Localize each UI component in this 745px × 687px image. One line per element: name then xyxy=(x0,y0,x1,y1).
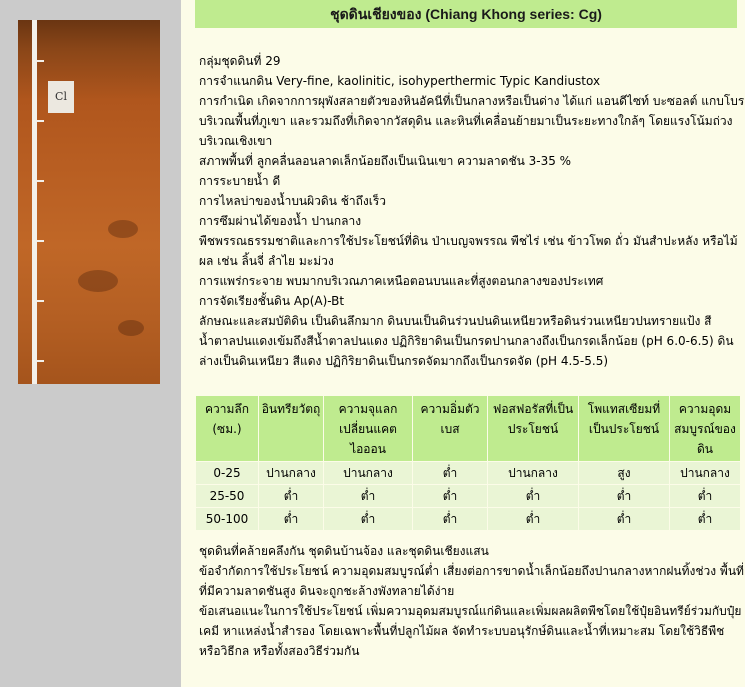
soil-profile-photo xyxy=(18,20,160,384)
tape-tick xyxy=(37,300,44,302)
soil-notes xyxy=(199,541,745,661)
description-line: กลุ่มชุดดินที่ 29 xyxy=(199,54,281,68)
note-paragraph: ข้อจำกัดการใช้ประโยชน์ ความอุดมสมบูรณ์ต่ำ เสี่ยงต่อการขาดน้ำเล็กน้อยถึงปานกลางหากฝนทิ้งช่วง พื้นที่ที่มีความลาดชันสูง ดินจะถูกชะล้างพังทลายได้ง่าย xyxy=(199,564,744,598)
table-cell: ต่ำ xyxy=(488,508,579,531)
description-line: การจำแนกดิน Very-fine, kaolinitic, isohyperthermic Typic Kandiustox xyxy=(199,74,601,88)
soil-texture xyxy=(108,220,138,238)
table-cell: ต่ำ xyxy=(488,485,579,508)
description-line: การจัดเรียงชั้นดิน Ap(A)-Bt xyxy=(199,294,345,308)
tape-tick xyxy=(37,120,44,122)
tape-tick xyxy=(37,360,44,362)
table-cell: ต่ำ xyxy=(259,485,324,508)
description-line: การไหลบ่าของน้ำบนผิวดิน ช้าถึงเร็ว xyxy=(199,194,387,208)
table-cell: ต่ำ xyxy=(579,508,670,531)
description-line: การซึมผ่านได้ของน้ำ ปานกลาง xyxy=(199,214,362,228)
table-header-row xyxy=(196,396,741,462)
table-cell: สูง xyxy=(579,462,670,485)
table-cell: ต่ำ xyxy=(670,508,741,531)
table-header: โพแทสเซียมที่เป็นประโยชน์ xyxy=(579,396,670,462)
tape-tick xyxy=(37,180,44,182)
table-cell: ต่ำ xyxy=(413,485,488,508)
note-paragraph: ข้อเสนอแนะในการใช้ประโยชน์ เพิ่มความอุดมสมบูรณ์แก่ดินและเพิ่มผลผลิตพืชโดยใช้ปุ๋ยอินทรีย์ร่วมกับปุ๋ยเคมี หาแหล่งน้ำสำรอง โดยเฉพาะพื้นที่ปลูกไม้ผล จัดทำระบบอนุรักษ์ดินและน้ำที่เหมาะสม โดยใช้วิธีพืชหรือวิธีกล หรือทั้งสองวิธีร่วมกัน xyxy=(199,604,742,658)
soil-label-card: Cl xyxy=(48,81,74,113)
tape-tick xyxy=(37,60,44,62)
table-cell: ต่ำ xyxy=(579,485,670,508)
table-row xyxy=(196,485,741,508)
note-paragraph: ชุดดินที่คล้ายคลึงกัน ชุดดินบ้านจ้อง และชุดดินเชียงแสน xyxy=(199,544,489,558)
description-line: การระบายน้ำ ดี xyxy=(199,174,281,188)
table-cell: ต่ำ xyxy=(413,462,488,485)
table-header: ความอุดมสมบูรณ์ของดิน xyxy=(670,396,741,462)
table-cell: ปานกลาง xyxy=(488,462,579,485)
content-panel xyxy=(181,0,745,687)
table-cell: ต่ำ xyxy=(324,485,413,508)
description-line: สภาพพื้นที่ ลูกคลื่นลอนลาดเล็กน้อยถึงเป็นเนินเขา ความลาดชัน 3-35 % xyxy=(199,154,572,168)
measuring-tape xyxy=(32,20,37,384)
table-row xyxy=(196,462,741,485)
table-cell: 50-100 xyxy=(196,508,259,531)
soil-description xyxy=(199,51,745,371)
table-cell: ต่ำ xyxy=(670,485,741,508)
table-header: ความอิ่มตัวเบส xyxy=(413,396,488,462)
table-cell: ปานกลาง xyxy=(259,462,324,485)
soil-texture xyxy=(78,270,118,292)
table-header: ฟอสฟอรัสที่เป็นประโยชน์ xyxy=(488,396,579,462)
table-row xyxy=(196,508,741,531)
table-cell: ต่ำ xyxy=(413,508,488,531)
table-cell: ปานกลาง xyxy=(324,462,413,485)
table-cell: ต่ำ xyxy=(324,508,413,531)
table-cell: ต่ำ xyxy=(259,508,324,531)
description-line: การกำเนิด เกิดจากการผุพังสลายตัวของหินอัคนีที่เป็นกลางหรือเป็นด่าง ได้แก่ แอนดีไซท์ บะซอลต์ แกบโบร บริเวณพื้นที่ภูเขา และรวมถึงที่เกิดจากวัสดุดิน และหินที่เคลื่อนย้ายมาเป็นระยะทางใกล้ๆ โดยแรงโน้มถ่วงบริเวณเชิงเขา xyxy=(199,94,745,148)
page-title: ชุดดินเชียงของ (Chiang Khong series: Cg) xyxy=(195,0,737,28)
description-line: ลักษณะและสมบัติดิน เป็นดินลึกมาก ดินบนเป็นดินร่วนปนดินเหนียวหรือดินร่วนเหนียวปนทรายแป้ง สีน้ำตาลปนแดงเข้มถึงสีน้ำตาลปนแดง ปฏิกิริยาดินเป็นกรดปานกลางถึงเป็นกรดเล็กน้อย (pH 6.0-6.5) ดินล่างเป็นดินเหนียว สีแดง ปฏิกิริยาดินเป็นกรดจัดมากถึงเป็นกรดจัด (pH 4.5-5.5) xyxy=(199,314,734,368)
table-header: ความจุแลกเปลี่ยนแคตไอออน xyxy=(324,396,413,462)
nutrient-table xyxy=(195,395,741,531)
table-cell: 25-50 xyxy=(196,485,259,508)
table-cell: 0-25 xyxy=(196,462,259,485)
table-cell: ปานกลาง xyxy=(670,462,741,485)
description-line: การแพร่กระจาย พบมากบริเวณภาคเหนือตอนบนและที่สูงตอนกลางของประเทศ xyxy=(199,274,604,288)
table-header: อินทรียวัตถุ xyxy=(259,396,324,462)
tape-tick xyxy=(37,240,44,242)
table-header: ความลึก (ซม.) xyxy=(196,396,259,462)
soil-texture xyxy=(118,320,144,336)
description-line: พืชพรรณธรรมชาติและการใช้ประโยชน์ที่ดิน ป่าเบญจพรรณ พืชไร่ เช่น ข้าวโพด ถั่ว มันสำปะหลัง หรือไม้ผล เช่น ลิ้นจี่ ลำไย มะม่วง xyxy=(199,234,738,268)
left-sidebar xyxy=(0,0,181,687)
